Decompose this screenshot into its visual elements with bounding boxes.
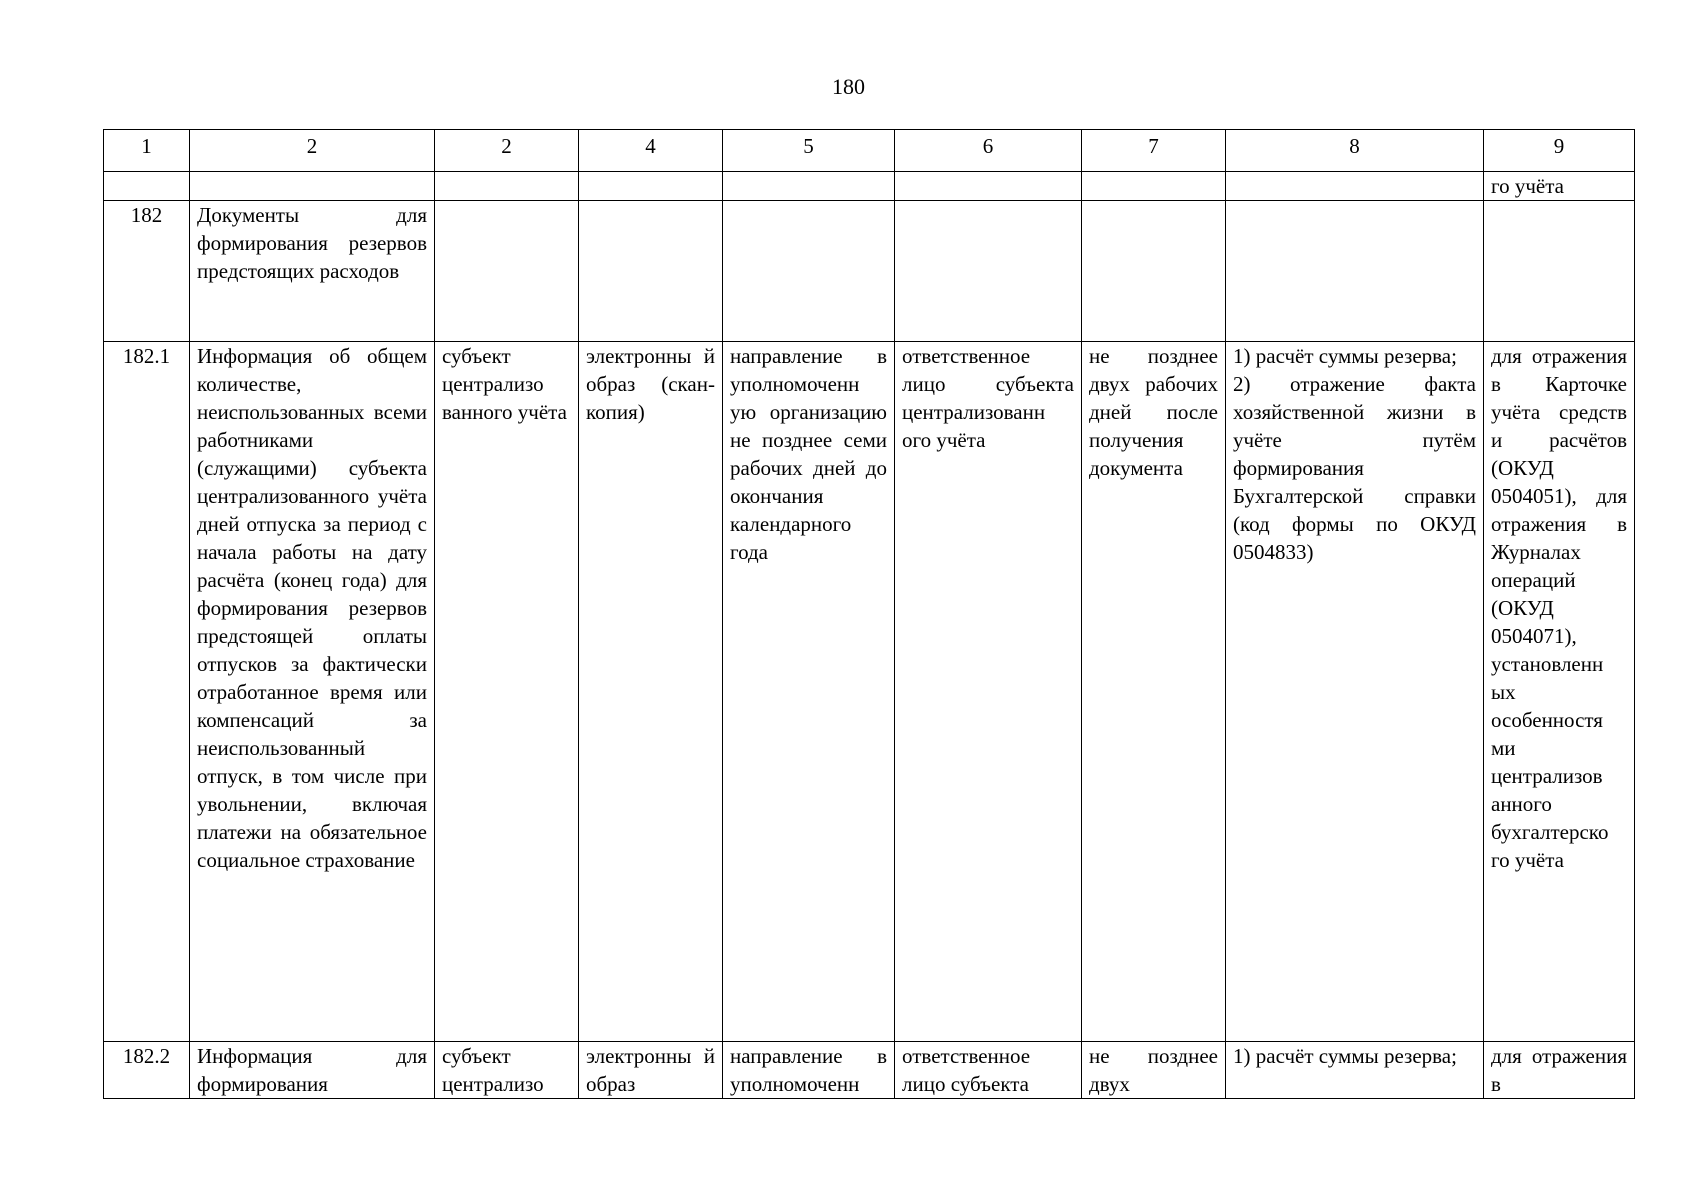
submission-cell: направление в уполномоченн ую организацию не позднее семи рабочих дней до окончания календарного года xyxy=(723,342,895,1042)
table-cell xyxy=(435,201,579,342)
action-cell: 1) расчёт суммы резерва; xyxy=(1226,1042,1484,1099)
responsible-cell: ответственное лицо субъекта xyxy=(895,1042,1082,1099)
table-cell xyxy=(895,172,1082,201)
action-cell xyxy=(1226,342,1484,1042)
table-cell xyxy=(435,172,579,201)
document-name-cell: Информация для формирования xyxy=(190,1042,435,1099)
document-name-cell: Информация об общем количестве, неиспользованных всеми работниками (служащими) субъекта централизованного учёта дней отпуска за период с начала работы на дату расчёта (конец года) для формирования резервов предстоящей оплаты отпусков за фактически отработанное время или компенсаций за неиспользованный отпуск, в том числе при увольнении, включая платежи на обязательное социальное страхование xyxy=(190,342,435,1042)
header-cell-8: 8 xyxy=(1226,130,1484,172)
creator-cell: субъект централизо xyxy=(435,1042,579,1099)
table-row-continuation xyxy=(104,172,1635,201)
table-cell xyxy=(190,172,435,201)
header-cell-5: 5 xyxy=(723,130,895,172)
table-cell xyxy=(723,201,895,342)
header-cell-7: 7 xyxy=(1082,130,1226,172)
purpose-cell: для отражения в Карточке учёта средств и расчётов (ОКУД 0504051), для отражения в Журналах операций (ОКУД 0504071), установленн ых особенностя ми централизов анного бухгалтерско го учёта xyxy=(1484,342,1635,1042)
document-table xyxy=(103,129,1635,1099)
deadline-cell: не позднее двух xyxy=(1082,1042,1226,1099)
submission-cell: направление в уполномоченн xyxy=(723,1042,895,1099)
table-cell xyxy=(895,201,1082,342)
row-number-cell: 182.1 xyxy=(104,342,190,1042)
table-cell xyxy=(1226,201,1484,342)
page-number: 180 xyxy=(832,74,865,99)
table-header-row xyxy=(104,130,1635,172)
purpose-cell: для отражения в xyxy=(1484,1042,1635,1099)
table-cell xyxy=(1082,172,1226,201)
responsible-cell: ответственное лицо субъекта централизованн ого учёта xyxy=(895,342,1082,1042)
header-cell-6: 6 xyxy=(895,130,1082,172)
table-row-182-1 xyxy=(104,342,1635,1042)
table-cell: го учёта xyxy=(1484,172,1635,201)
table-row-182-2 xyxy=(104,1042,1635,1099)
table-cell xyxy=(104,172,190,201)
action-text: 1) расчёт суммы резерва; 2) отражение факта хозяйственной жизни в учёте путём формирования Бухгалтерской справки (код формы по ОКУД 0504833) xyxy=(1233,344,1476,564)
table-cell xyxy=(1484,201,1635,342)
table-cell xyxy=(1082,201,1226,342)
format-cell: электронны й образ (скан-копия) xyxy=(579,342,723,1042)
row-number-cell: 182.2 xyxy=(104,1042,190,1099)
table-cell xyxy=(579,172,723,201)
table-cell xyxy=(579,201,723,342)
table-row-182 xyxy=(104,201,1635,342)
deadline-cell: не позднее двух рабочих дней после получения документа xyxy=(1082,342,1226,1042)
header-cell-4: 4 xyxy=(579,130,723,172)
table-cell xyxy=(723,172,895,201)
table-cell xyxy=(1226,172,1484,201)
format-cell: электронны й образ xyxy=(579,1042,723,1099)
header-cell-2: 2 xyxy=(190,130,435,172)
creator-cell: субъект централизо ванного учёта xyxy=(435,342,579,1042)
header-cell-3: 2 xyxy=(435,130,579,172)
document-name-cell: Документы для формирования резервов предстоящих расходов xyxy=(190,201,435,342)
header-cell-1: 1 xyxy=(104,130,190,172)
header-cell-9: 9 xyxy=(1484,130,1635,172)
row-number-cell: 182 xyxy=(104,201,190,342)
